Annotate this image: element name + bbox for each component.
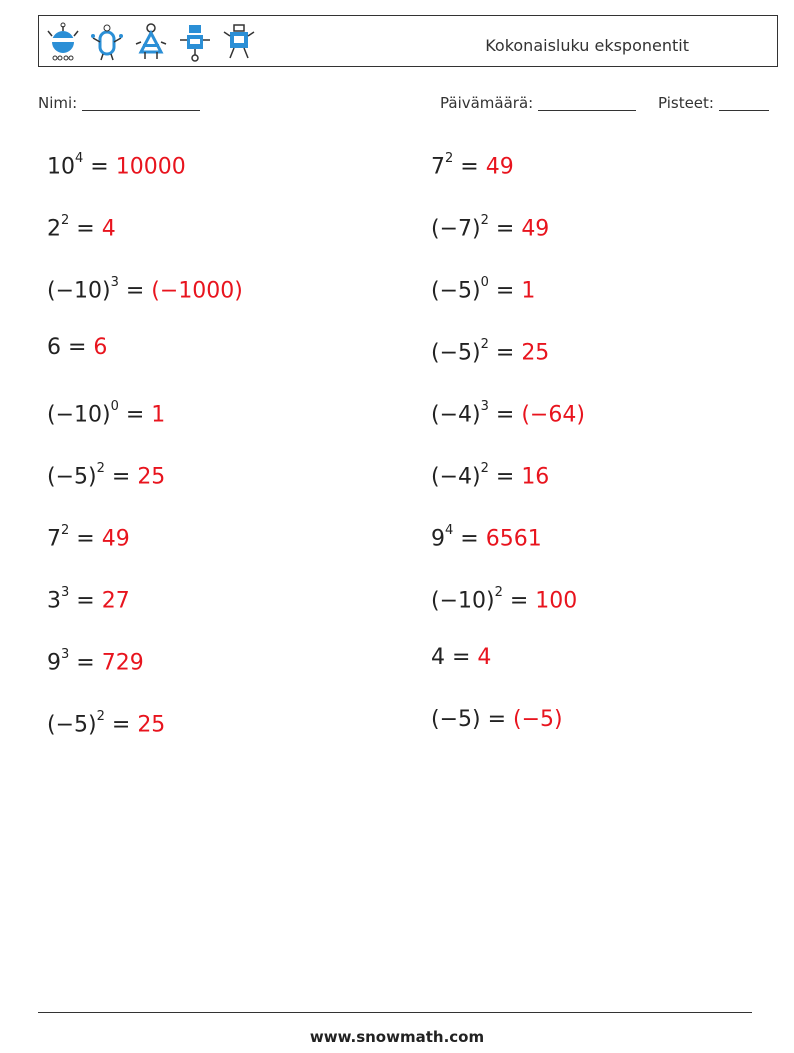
date-label: Päivämäärä:	[440, 94, 534, 112]
equals-sign: =	[453, 526, 486, 552]
date-field	[440, 94, 636, 112]
score-blank[interactable]	[719, 94, 769, 111]
problem-exponent: 2	[61, 523, 70, 538]
equals-sign: =	[69, 216, 102, 242]
problem-item	[431, 644, 491, 672]
problem-exponent: 4	[75, 151, 84, 166]
robot-icon	[133, 22, 169, 62]
equals-sign: =	[488, 278, 522, 304]
equals-sign: =	[118, 278, 152, 304]
robot-icon	[45, 22, 81, 62]
equals-sign: =	[480, 707, 514, 732]
problem-item	[47, 458, 165, 491]
equals-sign: =	[118, 402, 152, 428]
problem-exponent: 3	[61, 647, 70, 662]
equals-sign: =	[453, 154, 486, 180]
problem-base: (−7)	[431, 216, 481, 242]
problem-item	[47, 644, 144, 677]
problem-answer: 6561	[485, 526, 542, 552]
problem-item	[431, 706, 563, 734]
problem-base: (−10)	[431, 588, 495, 614]
problem-exponent: 2	[445, 151, 454, 166]
problem-base: 6	[47, 335, 61, 360]
score-field	[658, 94, 769, 112]
equals-sign: =	[69, 650, 102, 676]
equals-sign: =	[104, 464, 138, 490]
problem-base: 2	[47, 216, 61, 242]
problem-answer: 49	[485, 154, 514, 180]
problem-base: (−5)	[431, 707, 481, 732]
problem-answer: 6	[93, 335, 108, 360]
problem-answer: 10000	[115, 154, 186, 180]
name-field	[38, 94, 200, 112]
worksheet-header	[38, 15, 778, 67]
problem-base: 4	[431, 645, 445, 670]
equals-sign: =	[61, 335, 94, 360]
equals-sign: =	[488, 340, 522, 366]
footer-url: www.snowmath.com	[309, 1028, 485, 1046]
date-blank[interactable]	[538, 94, 636, 111]
problem-item	[431, 210, 549, 243]
problem-answer: 4	[101, 216, 116, 242]
problem-exponent: 2	[494, 585, 503, 600]
robot-icon	[177, 22, 213, 62]
problem-item	[431, 148, 514, 181]
problem-base: (−5)	[431, 340, 481, 366]
problem-answer: 729	[101, 650, 144, 676]
problem-item	[47, 148, 186, 181]
problem-exponent: 2	[61, 213, 70, 228]
problem-base: (−5)	[47, 464, 97, 490]
problem-exponent: 3	[480, 399, 489, 414]
equals-sign: =	[104, 712, 138, 738]
worksheet-title: Kokonaisluku eksponentit	[485, 36, 689, 55]
problem-exponent: 2	[480, 337, 489, 352]
problem-item	[47, 520, 130, 553]
problem-answer: 1	[521, 278, 536, 304]
equals-sign: =	[445, 645, 478, 670]
problem-answer: 100	[535, 588, 578, 614]
problem-answer: 4	[477, 645, 492, 670]
problem-item	[431, 582, 577, 615]
problem-base: (−4)	[431, 402, 481, 428]
problem-exponent: 0	[480, 275, 489, 290]
robot-icons	[45, 22, 257, 62]
problem-exponent: 2	[480, 213, 489, 228]
problem-base: 7	[431, 154, 445, 180]
equals-sign: =	[69, 526, 102, 552]
problem-exponent: 2	[480, 461, 489, 476]
footer-divider	[38, 1012, 752, 1013]
problem-base: 9	[431, 526, 445, 552]
problem-base: (−4)	[431, 464, 481, 490]
problem-base: 10	[47, 154, 75, 180]
problem-answer: 25	[137, 464, 166, 490]
problem-item	[47, 334, 107, 362]
problem-exponent: 3	[110, 275, 119, 290]
equals-sign: =	[488, 216, 522, 242]
problem-base: (−5)	[47, 712, 97, 738]
problem-item	[431, 272, 535, 305]
problem-answer: 49	[521, 216, 550, 242]
problem-base: (−5)	[431, 278, 481, 304]
problem-item	[47, 706, 165, 739]
problem-item	[47, 272, 243, 305]
score-label: Pisteet:	[658, 94, 714, 112]
problem-item	[47, 210, 116, 243]
problem-item	[47, 396, 165, 429]
problem-exponent: 2	[96, 709, 105, 724]
problem-base: (−10)	[47, 278, 111, 304]
problem-exponent: 2	[96, 461, 105, 476]
problem-answer: 16	[521, 464, 550, 490]
problem-exponent: 3	[61, 585, 70, 600]
equals-sign: =	[502, 588, 536, 614]
problem-base: 3	[47, 588, 61, 614]
name-label: Nimi:	[38, 94, 78, 112]
problem-answer: (−5)	[513, 707, 563, 732]
problem-answer: (−1000)	[151, 278, 243, 304]
problem-answer: 49	[101, 526, 130, 552]
problem-base: 7	[47, 526, 61, 552]
problem-answer: (−64)	[521, 402, 585, 428]
problem-item	[431, 458, 549, 491]
problem-answer: 1	[151, 402, 166, 428]
problem-base: (−10)	[47, 402, 111, 428]
equals-sign: =	[488, 464, 522, 490]
problem-answer: 25	[521, 340, 550, 366]
problem-item	[47, 582, 130, 615]
equals-sign: =	[69, 588, 102, 614]
problem-item	[431, 520, 542, 553]
equals-sign: =	[488, 402, 522, 428]
equals-sign: =	[83, 154, 116, 180]
problem-item	[431, 334, 549, 367]
robot-icon	[89, 22, 125, 62]
problem-base: 9	[47, 650, 61, 676]
problem-answer: 27	[101, 588, 130, 614]
problem-exponent: 0	[110, 399, 119, 414]
robot-icon	[221, 22, 257, 62]
problem-answer: 25	[137, 712, 166, 738]
problem-exponent: 4	[445, 523, 454, 538]
problem-item	[431, 396, 585, 429]
name-blank[interactable]	[82, 94, 200, 111]
